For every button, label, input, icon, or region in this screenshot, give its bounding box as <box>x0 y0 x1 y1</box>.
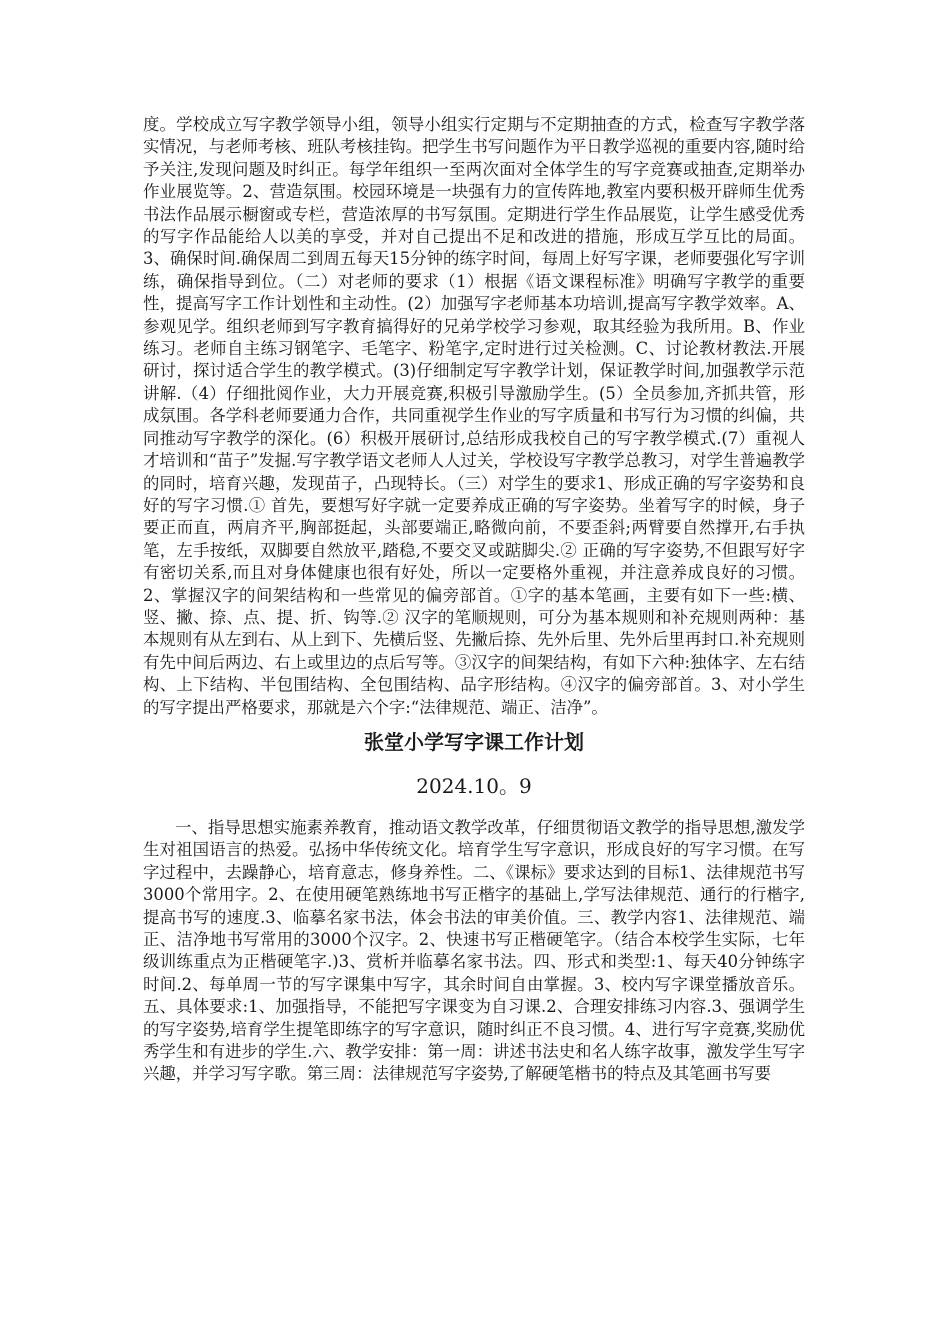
body-paragraph-plan: 一、指导思想实施素养教育，推动语文教学改革，仔细贯彻语文教学的指导思想,激发学生对祖国语言的热爱。弘扬中华传统文化。培育学生写字意识，形成良好的写字习惯。在写字过程中，去躁静心，培育意志，修身养性。二、《课标》要求达到的目标1、法律规范书写3000个常用字。2、在使用硬笔熟练地书写正楷字的基础上,学写法律规范、通行的行楷字,提高书写的速度.3、临摹名家书法，体会书法的审美价值。三、教学内容1、法律规范、端正、洁净地书写常用的3000个汉字。2、快速书写正楷硬笔字。（结合本校学生实际，七年级训练重点为正楷硬笔字.)3、赏析并临摹名家书法。四、形式和类型:1、每天40分钟练字时间.2、每单周一节的写字课集中写字，其余时间自由掌握。3、校内写字课堂播放音乐。五、具体要求:1、加强指导，不能把写字课变为自习课.2、合理安排练习内容.3、强调学生的写字姿势,培育学生提笔即练字的写字意识，随时纠正不良习惯。4、进行写字竞赛,奖励优秀学生和有进步的学生.六、教学安排：第一周：讲述书法史和名人练字故事，激发学生写字兴趣，并学习写字歌。第三周：法律规范写字姿势,了解硬笔楷书的特点及其笔画书写要 <box>143 817 805 1084</box>
document-title: 张堂小学写字课工作计划 <box>364 729 584 754</box>
document-page <box>143 114 805 1086</box>
document-date: 2024.10。9 <box>416 773 532 798</box>
body-paragraph-continued: 度。学校成立写字教学领导小组，领导小组实行定期与不定期抽查的方式，检查写字教学落实情况，与老师考核、班队考核挂钩。把学生书写问题作为平日教学巡视的重要内容,随时给予关注,发现问题及时纠正。每学年组织一至两次面对全体学生的写字竞赛或抽查,定期举办作业展览等。2、营造氛围。校园环境是一块强有力的宣传阵地,教室内要积极开辟师生优秀书法作品展示橱窗或专栏，营造浓厚的书写氛围。定期进行学生作品展览，让学生感受优秀的写字作品能给人以美的享受，并对自己提出不足和改进的措施，形成互学互比的局面。3、确保时间.确保周二到周五每天15分钟的练字时间，每周上好写字课，老师要强化写字训练，确保指导到位。（二）对老师的要求（1）根据《语文课程标准》明确写字教学的重要性，提高写字工作计划性和主动性。(2）加强写字老师基本功培训,提高写字教学效率。A、参观见学。组织老师到写字教育搞得好的兄弟学校学习参观，取其经验为我所用。B、作业练习。老师自主练习钢笔字、毛笔字、粉笔字,定时进行过关检测。C、讨论教材教法.开展研讨，探讨适合学生的教学模式。(3)仔细制定写字教学计划，保证教学时间,加强教学示范讲解.（4）仔细批阅作业，大力开展竞赛,积极引导激励学生。(5）全员参加,齐抓共管，形成氛围。各学科老师要通力合作，共同重视学生作业的写字质量和书写行为习惯的纠偏，共同推动写字教学的深化。(6）积极开展研讨,总结形成我校自己的写字教学模式.(7）重视人才培训和“苗子”发掘.写字教学语文老师人人过关，学校设写字教学总教习，对学生普遍教学的同时，培育兴趣，发现苗子，凸现特长。（三）对学生的要求1、形成正确的写字姿势和良好的写字习惯.① 首先，要想写好字就一定要养成正确的写字姿势。坐着写字的时候，身子要正而直，两肩齐平,胸部挺起，头部要端正,略微向前，不要歪斜;两臂要自然撑开,右手执笔，左手按纸，双脚要自然放平,踏稳,不要交叉或踮脚尖.② 正确的写字姿势,不但跟写好字有密切关系,而且对身体健康也很有好处，所以一定要格外重视，并注意养成良好的习惯。2、掌握汉字的间架结构和一些常见的偏旁部首。①字的基本笔画，主要有如下一些:横、竖、撇、捺、点、提、折、钩等.② 汉字的笔顺规则，可分为基本规则和补充规则两种：基本规则有从左到右、从上到下、先横后竖、先撇后捺、先外后里、先外后里再封口.补充规则有先中间后两边、右上或里边的点后写等。③汉字的间架结构，有如下六种:独体字、左右结构、上下结构、半包围结构、全包围结构、品字形结构。④汉字的偏旁部首。3、对小学生的写字提出严格要求，那就是六个字:“法律规范、端正、洁净”。 <box>143 115 805 717</box>
